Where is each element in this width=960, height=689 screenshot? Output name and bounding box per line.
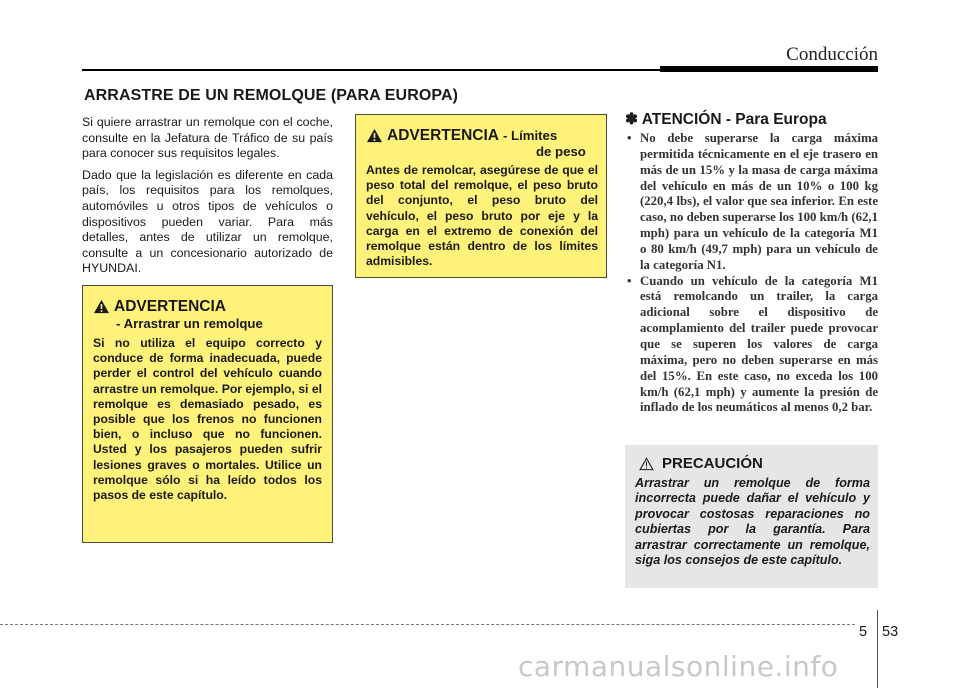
footer-divider [0,624,855,625]
warning-weight-subtitle-b: de peso [536,144,586,159]
caution-box [625,445,878,588]
attention-item [625,274,878,417]
warning-towing-subtitle: - Arrastrar un remolque [116,316,263,331]
warning-towing-header [93,298,322,315]
attention-item-text: Cuando un vehículo de la categoría M1 está remolcando un trailer, la carga adicional sobre el dispositivo de acomplamiento del trailer puede provocar que se superen los valores de carga máxima, pero no deben superarse en más del 15%. En este caso, no exceda los 100 km/h (62,1 mph) y aumente la presión de inflado de los neumáticos al menos 0,2 bar. [640,273,878,415]
warning-weight-title: ADVERTENCIA [387,127,499,144]
warning-triangle-icon [93,299,110,314]
warning-towing-text: Si no utiliza el equipo correcto y conduce de forma inadecuada, puede perder el control del vehículo cuando arrastre un remolque. Por ejemplo, si el remolque es demasiado pesado, es posible que los frenos no funcionen bien, o incluso que no funcionen. Usted y los pasajeros pueden sufrir lesiones graves o mortales. Utilice un remolque sólo si ha leído todos los pasos de este capítulo. [93,336,322,503]
section-title: ARRASTRE DE UN REMOLQUE (PARA EUROPA) [84,87,459,104]
caution-triangle-icon [639,457,654,471]
caution-text: Arrastrar un remolque de forma incorrecta puede dañar el vehículo y provocar costosas reparaciones no cubiertas por la garantía. Para arrastrar correctamente un remolque, siga los consejos de este capítulo. [635,476,870,568]
warning-weight-header [366,127,598,144]
intro-text [82,115,333,283]
caution-header [639,455,870,472]
warning-towing-title: ADVERTENCIA [114,298,226,315]
attention-title: ✽ ATENCIÓN - Para Europa [625,111,827,128]
header-title: Conducción [786,44,878,65]
header-bar [660,66,878,72]
attention-item [625,131,878,274]
intro-paragraph-2: Dado que la legislación es diferente en cada país, los requisitos para los remolques, automóviles u otros tipos de vehículos o dispositivos pueden variar. Para más detalles, antes de utilizar un remolque, consulte a un concesionario autorizado de HYUNDAI. [82,167,333,276]
warning-weight-box [355,114,607,278]
warning-weight-subtitle-a: - Límites [502,128,558,143]
bullet-icon: • [627,131,632,145]
chapter-number: 5 [859,624,868,640]
attention-item-text: No debe superarse la carga máxima permitida técnicamente en el eje trasero en más de un 15% y la masa de carga máxima del vehículo en más de un 10% o 100 kg (220,4 lbs), el valor que sea inferior. En este caso, no deben superarse los 100 km/h (62,1 mph) para un vehículo de la categoría M1 o 80 km/h (49,7 mph) para un vehículo de la categoría N1. [640,131,878,272]
warning-towing-box [82,285,333,543]
footer-tick [877,610,878,688]
header-rule [82,69,660,71]
warning-weight-text: Antes de remolcar, asegúrese de que el peso total del remolque, el peso bruto del conjunto, el peso bruto del vehículo, el peso bruto por eje y la carga en el extremo de conexión del remolque están dentro de los límites admisibles. [366,163,598,269]
page-number: 53 [882,624,899,640]
intro-paragraph-1: Si quiere arrastrar un remolque con el coche, consulte en la Jefatura de Tráfico de su país para conocer sus requisitos legales. [82,115,333,161]
attention-list [625,131,878,416]
watermark: carmanualsonline.info [518,650,839,683]
bullet-icon: • [627,273,632,288]
warning-triangle-icon [366,128,383,143]
caution-title: PRECAUCIÓN [662,455,763,472]
